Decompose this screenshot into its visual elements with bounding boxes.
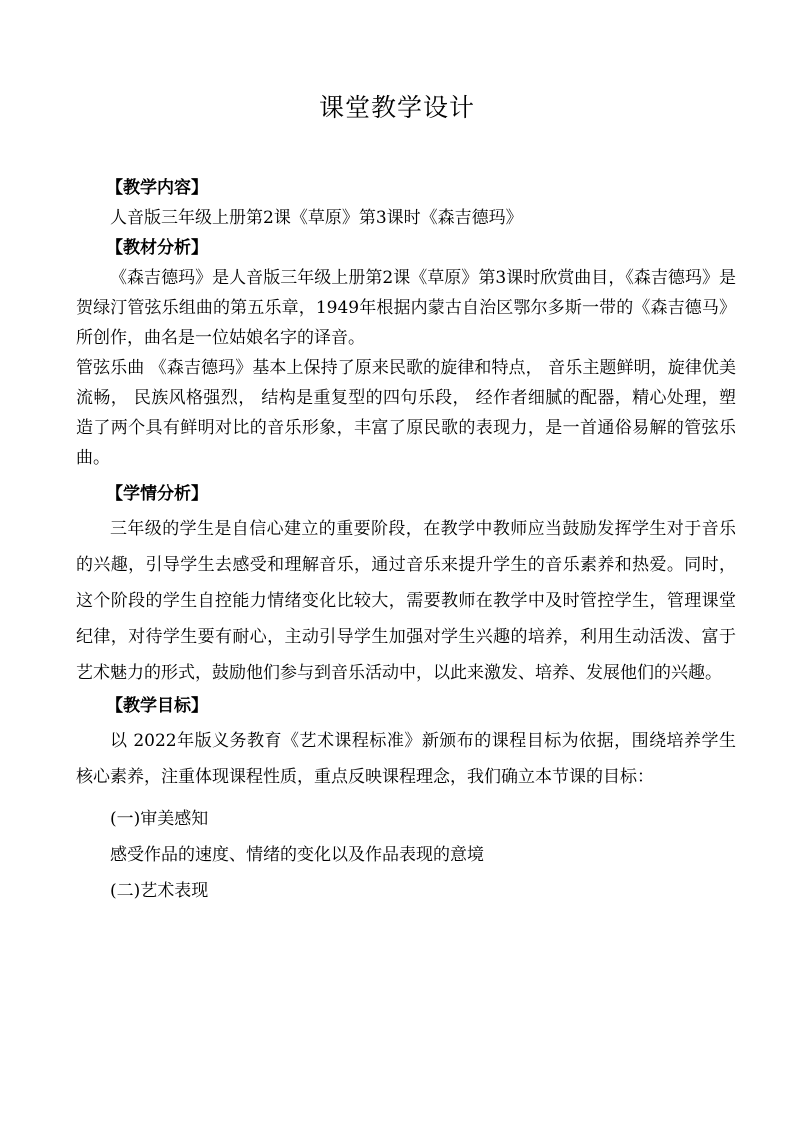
document-body [76, 173, 736, 909]
section-heading-material-analysis: 【教材分析】 [106, 238, 208, 258]
section-heading-teaching-goals: 【教学目标】 [106, 696, 208, 716]
goal-item-1-label: (一)审美感知 [110, 809, 209, 829]
section-heading-teaching-content: 【教学内容】 [106, 178, 208, 198]
goal-item-2-label: (二)艺术表现 [110, 881, 209, 901]
section-heading-student-analysis: 【学情分析】 [106, 484, 208, 504]
material-analysis-paragraph-1: 《森吉德玛》是人音版三年级上册第2课《草原》第3课时欣赏曲目，《森吉德玛》是贺绿汀管弦乐组曲的第五乐章，1949年根据内蒙古自治区鄂尔多斯一带的《森吉德马》所创作，曲名是一位姑娘名字的译音。 [76, 268, 736, 348]
document-title: 课堂教学设计 [318, 93, 475, 122]
material-analysis-paragraph-2: 管弦乐曲 《森吉德玛》基本上保持了原来民歌的旋律和特点， 音乐主题鲜明，旋律优美流畅， 民族风格强烈， 结构是重复型的四句乐段， 经作者细腻的配器，精心处理，塑造了两个具有鲜明对比的音乐形象，丰富了原民歌的表现力，是一首通俗易解的管弦乐曲。 [76, 358, 736, 468]
teaching-goals-paragraph: 以 2022年版义务教育《艺术课程标准》新颁布的课程目标为依据，围绕培养学生核心素养，注重体现课程性质，重点反映课程理念，我们确立本节课的目标： [76, 731, 736, 787]
student-analysis-paragraph: 三年级的学生是自信心建立的重要阶段，在教学中教师应当鼓励发挥学生对于音乐的兴趣，引导学生去感受和理解音乐，通过音乐来提升学生的音乐素养和热爱。同时，这个阶段的学生自控能力情绪变化比较大，需要教师在教学中及时管控学生，管理课堂纪律，对待学生要有耐心，主动引导学生加强对学生兴趣的培养，利用生动活泼、富于艺术魅力的形式，鼓励他们参与到音乐活动中，以此来激发、培养、发展他们的兴趣。 [76, 519, 736, 683]
goal-item-1-text: 感受作品的速度、情绪的变化以及作品表现的意境 [110, 845, 484, 865]
teaching-content-text: 人音版三年级上册第2课《草原》第3课时《森吉德玛》 [110, 208, 523, 228]
